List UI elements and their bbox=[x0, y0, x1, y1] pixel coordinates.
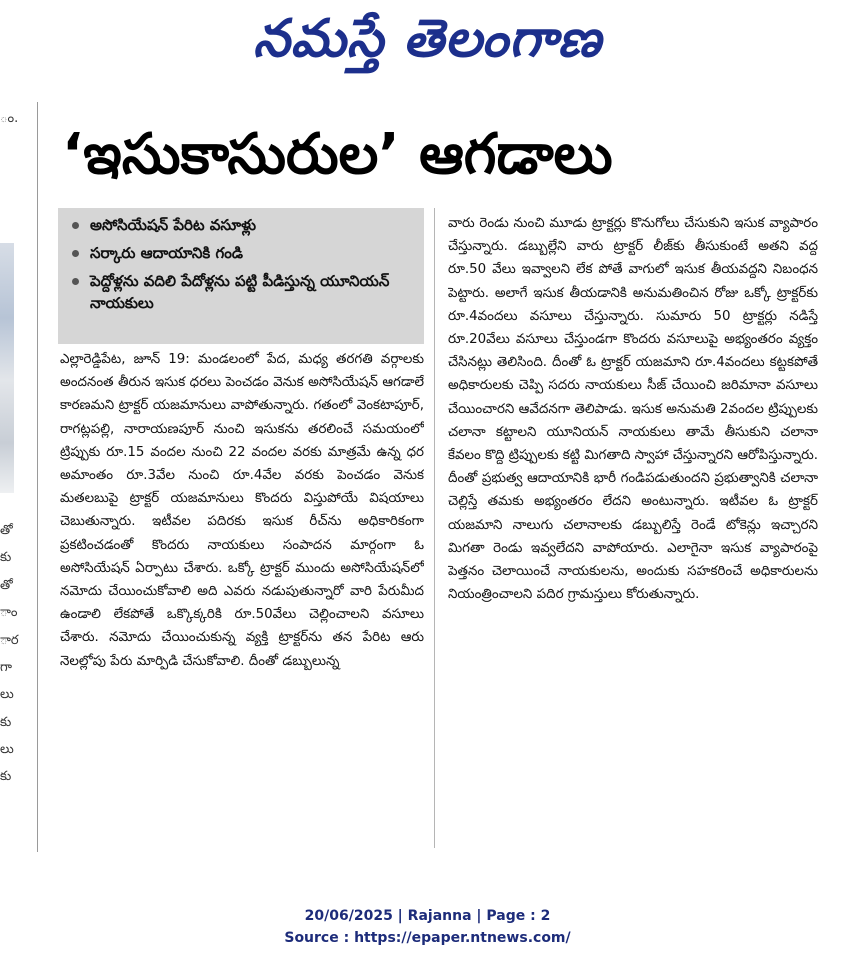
highlight-item bbox=[68, 242, 418, 264]
adjacent-photo-fragment bbox=[0, 243, 14, 493]
highlight-text: అసోసియేషన్ పేరిట వసూళ్లు bbox=[90, 216, 257, 234]
fragment-line: ాం bbox=[0, 605, 18, 620]
highlights-box bbox=[58, 208, 424, 344]
fragment-line: లు bbox=[0, 687, 14, 702]
highlight-text: పెద్దోళ్లను వదిలి పేదోళ్లను పట్టి పీడిస్తున్న యూనియన్ నాయకులు bbox=[90, 272, 390, 312]
fragment-line: గా bbox=[0, 660, 12, 675]
fragment-line: లు bbox=[0, 742, 14, 757]
fragment-line: తో bbox=[0, 578, 13, 593]
highlight-text: సర్కారు ఆదాయానికి గండి bbox=[90, 244, 243, 262]
column-rule bbox=[37, 102, 38, 852]
adjacent-article-fragment: ం. bbox=[0, 111, 19, 126]
highlight-item bbox=[68, 214, 418, 236]
fragment-line: కు bbox=[0, 550, 12, 565]
article-headline: ‘ఇసుకాసురుల’ ఆగడాలు bbox=[62, 122, 613, 187]
bullet-icon bbox=[72, 278, 79, 285]
fragment-line: కు bbox=[0, 715, 12, 730]
footer-date-line: 20/06/2025 | Rajanna | Page : 2 bbox=[304, 908, 551, 924]
fragment-line: కు bbox=[0, 769, 12, 784]
fragment-line: తో bbox=[0, 523, 13, 538]
article-body-right-column: వారు రెండు నుంచి మూడు ట్రాక్టర్లు కొనుగోలు చేసుకుని ఇసుక వ్యాపారం చేస్తున్నారు. డబ్బుల్లేని వారు ట్రాక్టర్ లీజ్‌కు తీసుకుంటే అతని వద్ద రూ.50 వేలు ఇవ్వాలని లేక పోతే వాగులో ఇసుక తీయవద్దని నిబంధన పెట్టారు. అలాగే ఇసుక తీయడానికి అనుమతించిన రోజు ఒక్కో ట్రాక్టర్‌కు రూ.4వందలు వసూలు చేస్తున్నారు. సుమారు 50 ట్రాక్టర్లు నడిస్తే రూ.20వేలు వసూలు చేస్తుండగా కొందరు వసూలుపై అభ్యంతరం వ్యక్తం చేసినట్లు తెలిసింది. దీంతో ఓ ట్రాక్టర్ యజమాని రూ.4వందలు కట్టకపోతే అధికారులకు చెప్పి సదరు నాయకులు సీజ్ చేయించి జరిమానా వసూలు చేయించారని ఆవేదనగా తెలిపాడు. ఇసుక అనుమతి 2వందల ట్రిప్పులకు చలానా కట్టాలని యూనియన్ నాయకులు తామే తీసుకుని చలానా కేవలం కొద్ది ట్రిప్పులకు కట్టి మిగతాది స్వాహా చేస్తున్నారని ఆరోపిస్తున్నారు. దీంతో ప్రభుత్వ ఆదాయానికి భారీ గండిపడుతుందని ప్రభుత్వానికి చలానా చెల్లిస్తే తమకు అభ్యంతరం లేదని అంటున్నారు. ఇటీవల ఓ ట్రాక్టర్ యజమాని నాలుగు చలానాలకు డబ్బులిస్తే రెండే టోకెన్లు ఇచ్చారని మిగతా రెండు ఇవ్వలేదని వాపోయారు. ఎలాగైనా ఇసుక వ్యాపారంపై పెత్తనం చెలాయించే నాయకులను, అందుకు సహకరించే అధికారులను నియంత్రించాలని పదిర గ్రామస్తులు కోరుతున్నారు. bbox=[448, 216, 818, 603]
bullet-icon bbox=[72, 250, 79, 257]
highlight-item bbox=[68, 270, 418, 314]
article-body-left-column: ఎల్లారెడ్డిపేట, జూన్ 19: మండలంలో పేద, మధ్య తరగతి వర్గాలకు అందనంత తీరున ఇసుక ధరలు పెంచడం వెనుక అసోసియేషన్ ఆగడాలే కారణమని ట్రాక్టర్ యజమానులు వాపోతున్నారు. గతంలో వెంకటాపూర్, రాగట్లపల్లి, నారాయణపూర్ నుంచి ఇసుకను తరలించే సమయంలో ట్రిప్పుకు రూ.15 వందల నుంచి 22 వందల వరకు మాత్రమే ఉన్న ధర అమాంతం రూ.3వేల నుంచి రూ.4వేల వరకు పెంచడం వెనుక మతలబుపై ట్రాక్టర్ యజమానులు కొందరు విస్తుపోయే విషయాలు చెబుతున్నారు. ఇటీవల పదిరకు ఇసుక రీచ్‌ను అధికారికంగా ప్రకటించడంతో కొందరు నాయకులు సంపాదన మార్గంగా ఓ అసోసియేషన్ ఏర్పాటు చేశారు. ఒక్కో ట్రాక్టర్ ముందు అసోసియేషన్‌లో నమోదు చేయించుకోవాలి అది ఎవరు నడుపుతున్నారో వారి పేరుమీద ఉండాలి లేకపోతే ఒక్కొక్కరికి రూ.50వేలు చెల్లించాలని వసూలు చేశారు. నమోదు చేయించుకున్న వ్యక్తి ట్రాక్టర్‌ను తన పేరిట ఆరు నెలల్లోపు పేరు మార్పిడి చేసుకోవాలి. దీంతో డబ్బులున్న bbox=[60, 352, 424, 669]
footer-source-line: Source : https://epaper.ntnews.com/ bbox=[284, 930, 571, 946]
column-divider bbox=[434, 208, 435, 848]
bullet-icon bbox=[72, 222, 79, 229]
fragment-line: ార bbox=[0, 633, 19, 648]
masthead-title: నమస్తే తెలంగాణ bbox=[253, 8, 602, 69]
